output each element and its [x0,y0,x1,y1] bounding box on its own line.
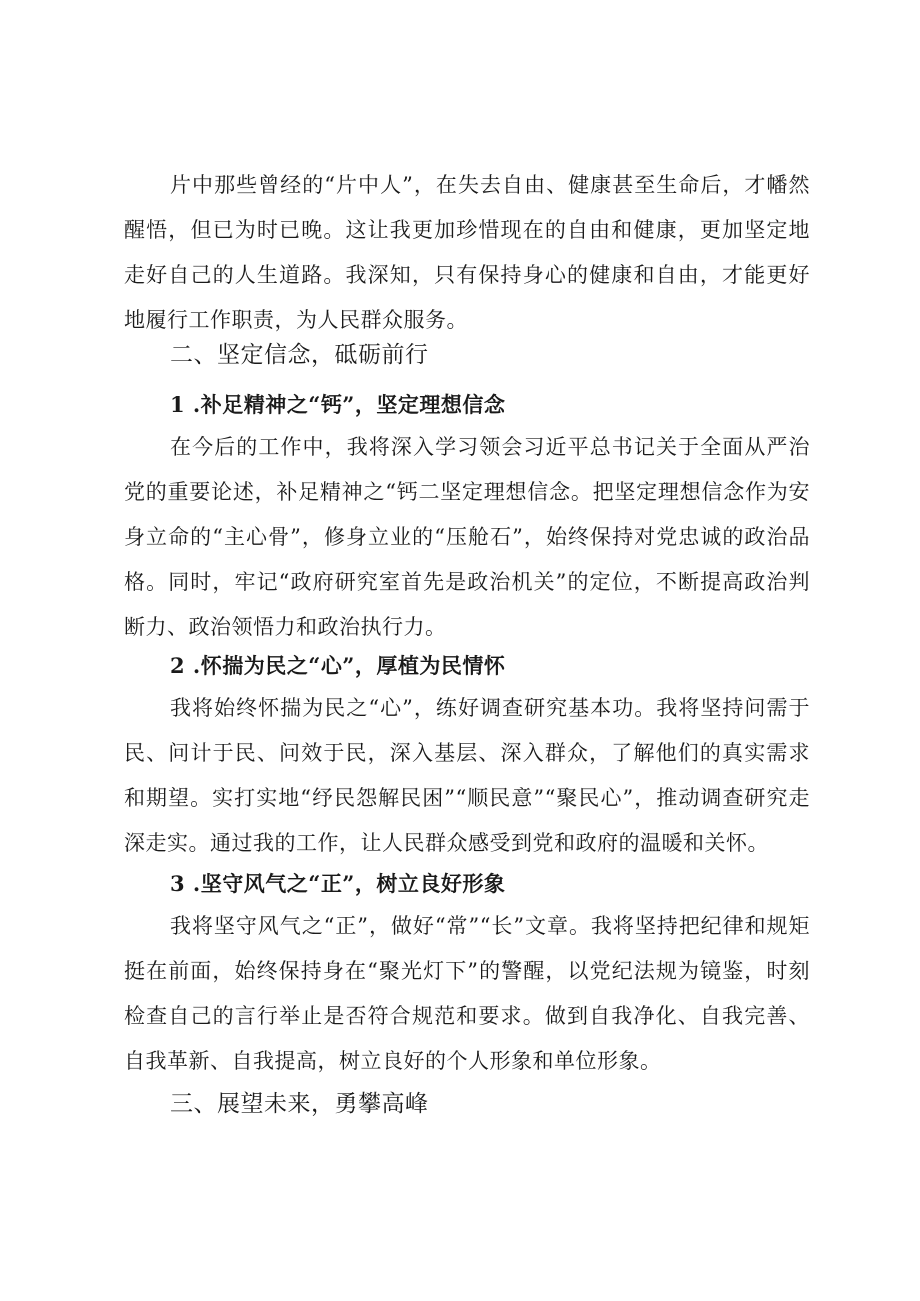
subheading-3: 3 .坚守风气之“正”，树立良好形象 [170,871,506,896]
paragraph-people: 我将始终怀揣为民之“心”，练好调查研究基本功。我将坚持问需于民、问计于民、问效于民，深入基层、深入群众，了解他们的真实需求和期望。实打实地“纾民怨解民困”“顺民意”“聚民心”，推动调查研究走深走实。通过我的工作，让人民群众感受到党和政府的温暖和关怀。 [124,696,810,855]
section-heading-2: 二、坚定信念，砥砺前行 [170,342,429,368]
paragraph-intro: 片中那些曾经的“片中人”，在失去自由、健康甚至生命后，才幡然醒悟，但已为时已晚。这让我更加珍惜现在的自由和健康，更加坚定地走好自己的人生道路。我深知，只有保持身心的健康和自由，才能更好地履行工作职责，为人民群众服务。 [124,173,810,332]
subheading-2: 2 .怀揣为民之“心”，厚植为民情怀 [170,653,506,678]
paragraph-faith: 在今后的工作中，我将深入学习领会习近平总书记关于全面从严治党的重要论述，补足精神之“钙二坚定理想信念。把坚定理想信念作为安身立命的“主心骨”，修身立业的“压舱石”，始终保持对党忠诚的政治品格。同时，牢记“政府研究室首先是政治机关”的定位，不断提高政治判断力、政治领悟力和政治执行力。 [124,435,810,639]
paragraph-conduct: 我将坚守风气之“正”，做好“常”“长”文章。我将坚持把纪律和规矩挺在前面，始终保持身在“聚光灯下”的警醒，以党纪法规为镜鉴，时刻检查自己的言行举止是否符合规范和要求。做到自我净化、自我完善、自我革新、自我提高，树立良好的个人形象和单位形象。 [124,914,810,1073]
subheading-1: 1 .补足精神之“钙”，坚定理想信念 [170,392,506,417]
section-heading-3: 三、展望未来，勇攀高峰 [170,1091,429,1117]
